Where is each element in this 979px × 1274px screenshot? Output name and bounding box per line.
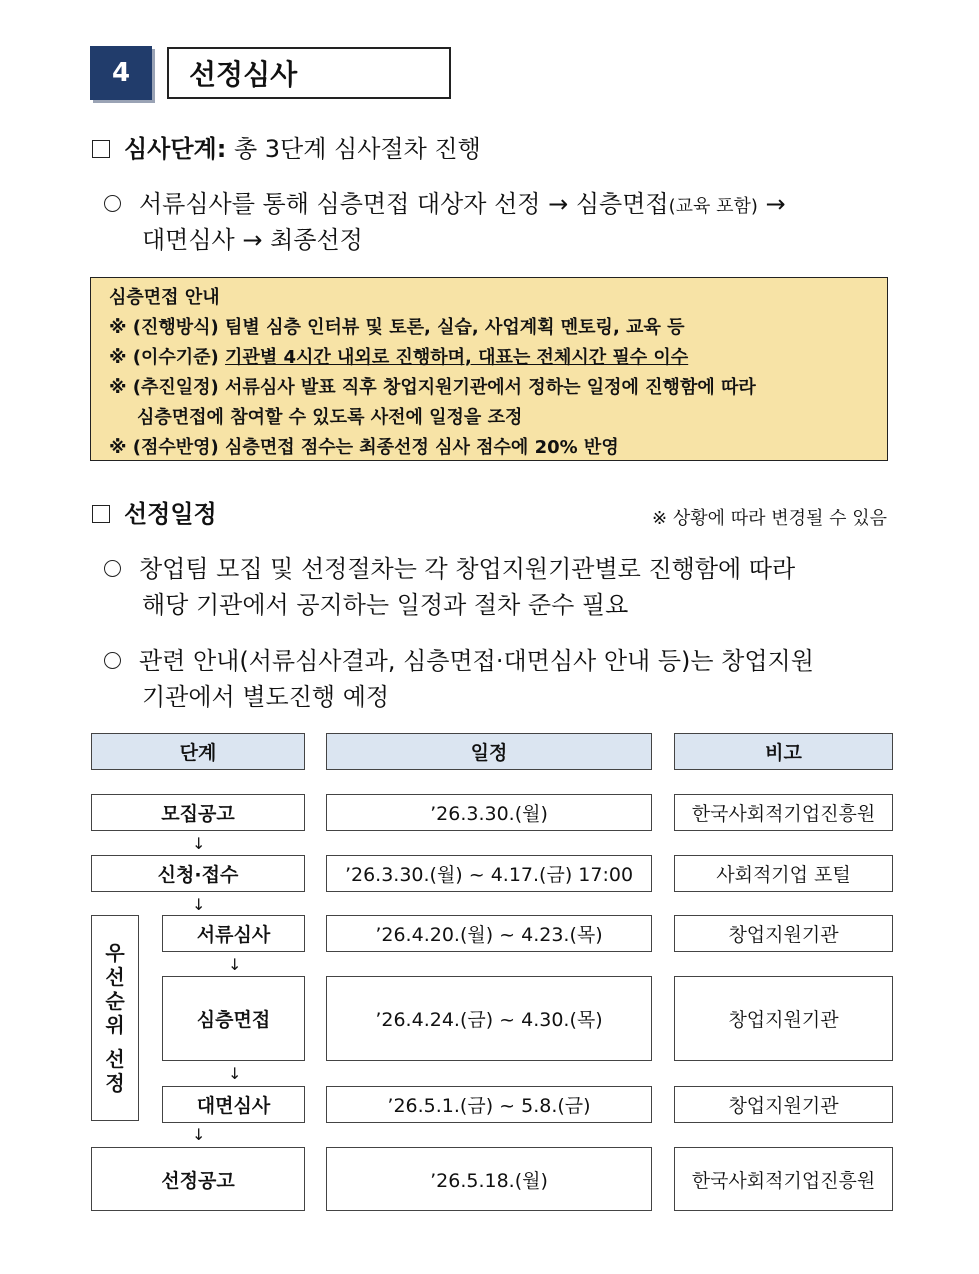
section-number: 4 [90, 46, 152, 100]
schedule-bullet-1-text: 창업팀 모집 및 선정절차는 각 창업지원기관별로 진행함에 따라 [139, 555, 796, 583]
note-document-review: 창업지원기관 [674, 915, 893, 952]
priority-selection-group-label [91, 915, 139, 1121]
group-label-char: 우 [105, 941, 125, 965]
header-step: 단계 [91, 733, 305, 770]
info-item-criteria [109, 343, 887, 373]
circle-bullet-icon [104, 560, 121, 577]
info-item-criteria-underlined: 기관별 4시간 내외로 진행하며, 대표는 전체시간 필수 이수 [225, 347, 689, 368]
review-bullet-1-line2: 대면심사 → 최종선정 [142, 226, 363, 254]
review-stage-text: 총 3단계 심사절차 진행 [226, 135, 481, 163]
down-arrow-icon: ↓ [228, 1064, 242, 1083]
note-face-review: 창업지원기관 [674, 1086, 893, 1123]
info-item-score: ※ (점수반영) 심층면접 점수는 최종선정 심사 점수에 20% 반영 [109, 437, 619, 458]
review-stage-heading [92, 131, 481, 167]
group-label-char: 정 [105, 1071, 125, 1095]
header-note: 비고 [674, 733, 893, 770]
step-selection-notice: 선정공고 [91, 1147, 305, 1211]
schedule-bullet-1 [104, 551, 795, 587]
review-bullet-1-small: (교육 포함) [668, 196, 758, 217]
note-selection-notice: 한국사회적기업진흥원 [674, 1147, 893, 1211]
info-item-criteria-prefix: ※ (이수기준) [109, 347, 226, 368]
schedule-bullet-1-line2: 해당 기관에서 공지하는 일정과 절차 준수 필요 [142, 591, 629, 619]
note-application: 사회적기업 포털 [674, 855, 893, 892]
checkbox-square-icon [92, 140, 110, 158]
date-application: ’26.3.30.(월) ~ 4.17.(금) 17:00 [326, 855, 652, 892]
review-stage-label: 심사단계: [124, 135, 227, 163]
group-label-char: 선 [105, 965, 125, 989]
date-document-review: ’26.4.20.(월) ~ 4.23.(목) [326, 915, 652, 952]
schedule-bullet-2-line2: 기관에서 별도진행 예정 [142, 683, 390, 711]
schedule-bullet-2 [104, 643, 814, 679]
step-document-review: 서류심사 [162, 915, 305, 952]
info-item-schedule-line2: 심층면접에 참여할 수 있도록 사전에 일정을 조정 [137, 407, 523, 428]
section-title [167, 47, 451, 99]
circle-bullet-icon [104, 195, 121, 212]
review-bullet-1-text: 서류심사를 통해 심층면접 대상자 선정 → 심층면접 [139, 190, 669, 218]
down-arrow-icon: ↓ [192, 895, 206, 914]
circle-bullet-icon [104, 652, 121, 669]
date-in-depth-interview: ’26.4.24.(금) ~ 4.30.(목) [326, 976, 652, 1061]
down-arrow-icon: ↓ [192, 834, 206, 853]
header-date: 일정 [326, 733, 652, 770]
date-face-review: ’26.5.1.(금) ~ 5.8.(금) [326, 1086, 652, 1123]
checkbox-square-icon [92, 505, 110, 523]
schedule-note: ※ 상황에 따라 변경될 수 있음 [652, 508, 887, 529]
date-selection-notice: ’26.5.18.(월) [326, 1147, 652, 1211]
group-label-char: 순 [105, 989, 125, 1013]
step-recruit-notice: 모집공고 [91, 794, 305, 831]
info-box-title: 심층면접 안내 [109, 287, 220, 308]
schedule-heading-text: 선정일정 [124, 500, 217, 528]
interview-info-box [90, 277, 888, 461]
schedule-heading [92, 496, 217, 532]
step-application: 신청·접수 [91, 855, 305, 892]
review-bullet-1-tail: → [757, 190, 786, 218]
down-arrow-icon: ↓ [192, 1125, 206, 1144]
down-arrow-icon: ↓ [228, 955, 242, 974]
step-face-review: 대면심사 [162, 1086, 305, 1123]
date-recruit-notice: ’26.3.30.(월) [326, 794, 652, 831]
info-item-schedule: ※ (추진일정) 서류심사 발표 직후 창업지원기관에서 정하는 일정에 진행함에 따라 [109, 377, 756, 398]
note-in-depth-interview: 창업지원기관 [674, 976, 893, 1061]
review-bullet-1 [104, 186, 786, 225]
section-title-text: 선정심사 [189, 58, 298, 91]
schedule-bullet-2-text: 관련 안내(서류심사결과, 심층면접·대면심사 안내 등)는 창업지원 [139, 647, 814, 675]
group-label-char: 위 [105, 1013, 125, 1037]
note-recruit-notice: 한국사회적기업진흥원 [674, 794, 893, 831]
group-label-char: 선 [105, 1047, 125, 1071]
info-item-method: ※ (진행방식) 팀별 심층 인터뷰 및 토론, 실습, 사업계획 멘토링, 교육 등 [109, 317, 685, 338]
step-in-depth-interview: 심층면접 [162, 976, 305, 1061]
